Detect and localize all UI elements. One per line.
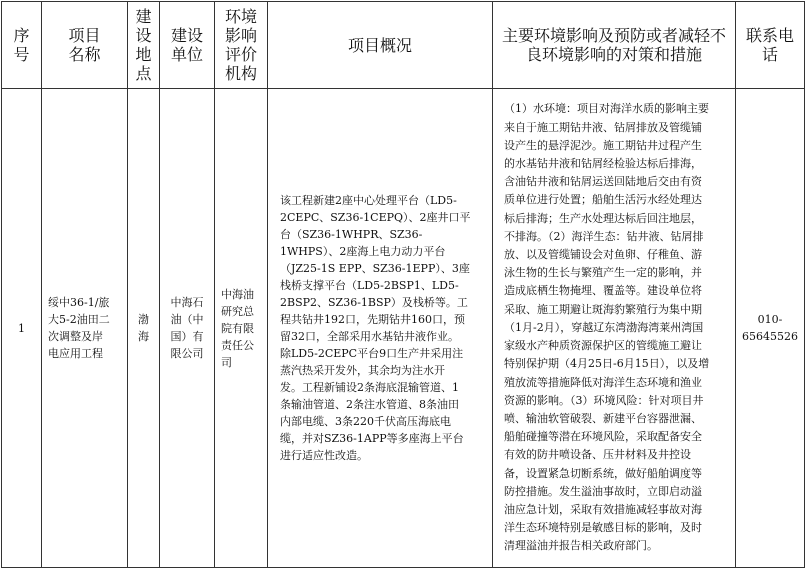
header-location: 建 设 地 点 xyxy=(128,2,160,89)
cell-phone: 010- 65645526 xyxy=(736,89,805,568)
table-row xyxy=(2,89,805,568)
cell-eia-org: 中海油 研究总 院有限 责任公 司 xyxy=(215,89,268,568)
cell-location: 渤 海 xyxy=(128,89,160,568)
header-seq: 序 号 xyxy=(2,2,42,89)
cell-builder: 中海石 油（中 国）有 限公司 xyxy=(160,89,215,568)
cell-overview: 该工程新建2座中心处理平台（LD5- 2CEPC、SZ36-1CEPQ）、2座井口平 台（SZ36-1WHPR、SZ36- 1WHPS）、2座海上电力动力平台 （JZ25-1S EPP、SZ36-1EPP）、3座 栈桥支撑平台（LD5-2BSP1、LD5- 2BSP2、SZ36-1BSP）及栈桥等。工 程共钻井192口，先期钻井160口，预 留32口，全部采用水基钻井液作业。 除LD5-2CEPC平台9口生产井采用注 蒸汽热采开发外，其余均为注水开 发。工程新铺设2条海底混输管道、1 条输油管道、2条注水管道、8条油田 内部电缆、3条220千伏高压海底电 缆，并对SZ36-1APP等多座海上平台 进行适应性改造。 xyxy=(268,89,493,568)
cell-seq: 1 xyxy=(2,89,42,568)
header-builder: 建设 单位 xyxy=(160,2,215,89)
project-table xyxy=(1,1,805,568)
cell-measures: （1）水环境：项目对海洋水质的影响主要 来自于施工期钻井液、钻屑排放及管缆铺 设产生的悬浮泥沙。施工期钻井过程产生 的水基钻井液和钻屑经检验达标后排海， 含油钻井液和钻屑运送回陆地后交由有资 质单位进行处置；船舶生活污水经处理达 标后排海；生产水处理达标后回注地层， 不排海。（2）海洋生态：钻井液、钻屑排 放、以及管缆铺设会对鱼卵、仔稚鱼、游 泳生物的生长与繁殖产生一定的影响，并 造成底栖生物掩埋、覆盖等。建设单位将 采取、施工期避让斑海豹繁殖行为集中期 （1月-2月），穿越辽东湾渤海湾莱州湾国 家级水产种质资源保护区的管缆施工避让 特别保护期（4月25日-6月15日），以及增 殖放流等措施降低对海洋生态环境和渔业 资源的影响。（3）环境风险：针对项目井 喷、输油软管破裂、新建平台容器泄漏、 船舶碰撞等潜在环境风险，采取配备安全 有效的防井喷设备、压井材料及井控设 备，设置紧急切断系统，做好船舶调度等 防控措施。发生溢油事故时，立即启动溢 油应急计划，采取有效措施减轻事故对海 洋生态环境特别是敏感目标的影响，及时 清理溢油并报告相关政府部门。 xyxy=(493,89,736,568)
header-project-name: 项目 名称 xyxy=(42,2,128,89)
cell-project-name: 绥中36-1/旅 大5-2油田二 次调整及岸 电应用工程 xyxy=(42,89,128,568)
header-overview: 项目概况 xyxy=(268,2,493,89)
header-phone: 联系电 话 xyxy=(736,2,805,89)
header-row xyxy=(2,2,805,89)
header-measures: 主要环境影响及预防或者减轻不 良环境影响的对策和措施 xyxy=(493,2,736,89)
header-eia-org: 环境 影响 评价 机构 xyxy=(215,2,268,89)
